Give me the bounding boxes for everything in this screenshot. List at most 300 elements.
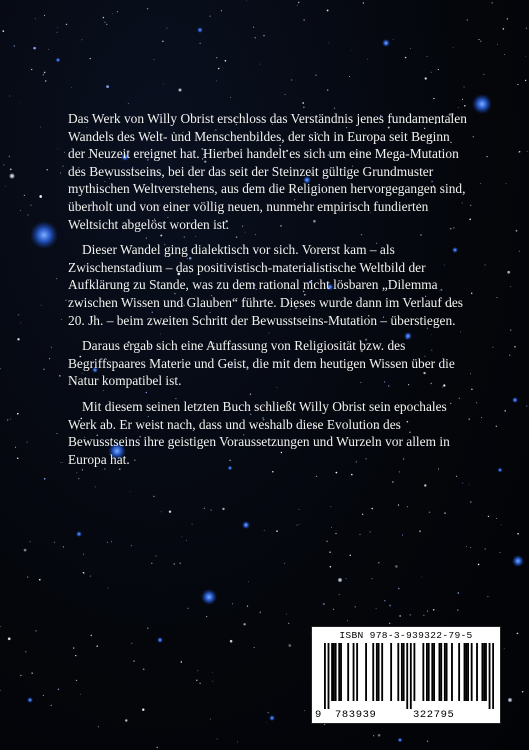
tiny-star (18, 314, 20, 316)
blue-star (498, 468, 503, 473)
barcode-bar (365, 643, 367, 701)
tiny-star (291, 79, 292, 80)
tiny-star (510, 330, 511, 331)
tiny-star (496, 518, 497, 519)
tiny-star (476, 402, 477, 403)
tiny-star (78, 478, 79, 479)
tiny-star (259, 612, 261, 614)
tiny-star (147, 8, 148, 9)
tiny-star (395, 565, 398, 568)
tiny-star (58, 148, 59, 149)
tiny-star (298, 2, 300, 4)
tiny-star (104, 22, 105, 23)
tiny-star (466, 546, 467, 547)
tiny-star (470, 205, 471, 206)
tiny-star (507, 18, 508, 19)
tiny-star (161, 512, 162, 513)
tiny-star (247, 605, 248, 606)
tiny-star (9, 95, 10, 96)
blurb-paragraph-4: Mit diesem seinen letzten Buch schließt Willy Obrist sein epochales Werk ab. Er weist nach, dass und weshalb diese Evolution des Bewusstseins ihre geistigen Voraussetzungen und Wurzeln vor allem in Europa hat. (68, 398, 450, 467)
tiny-star (20, 210, 21, 211)
tiny-star (125, 719, 127, 721)
tiny-star (142, 709, 144, 711)
tiny-star (44, 72, 46, 74)
tiny-star (470, 547, 471, 548)
tiny-star (10, 419, 11, 420)
tiny-star (31, 672, 32, 673)
tiny-star (333, 609, 334, 610)
tiny-star (478, 39, 479, 40)
barcode-bar (338, 643, 340, 701)
tiny-star (506, 183, 507, 184)
tiny-star (286, 614, 287, 615)
blue-star (269, 715, 275, 721)
tiny-star (473, 136, 474, 137)
tiny-star (276, 530, 278, 532)
tiny-star (15, 447, 16, 448)
barcode-bar (401, 643, 403, 701)
tiny-star (96, 645, 98, 647)
tiny-star (509, 354, 510, 355)
tiny-star (487, 596, 488, 597)
tiny-star (147, 627, 149, 629)
tiny-star (299, 524, 300, 525)
tiny-star (64, 152, 65, 153)
blurb-paragraph-3: Daraus ergab sich eine Auffassung von Religiosität bzw. des Begriffspaares Materie und Geist, die mit dem heutigen Wissen über die Natur kompatibel ist. (68, 338, 455, 389)
tiny-star (522, 691, 524, 693)
tiny-star (497, 297, 498, 298)
tiny-star (75, 655, 76, 656)
tiny-star (393, 39, 394, 40)
tiny-star (107, 587, 108, 588)
tiny-star (30, 541, 31, 542)
white-star (9, 173, 15, 179)
tiny-star (80, 694, 81, 695)
blue-star (197, 27, 203, 33)
tiny-star (57, 32, 58, 33)
tiny-star (464, 105, 466, 107)
tiny-star (462, 483, 463, 484)
tiny-star (221, 10, 222, 11)
tiny-star (246, 0, 247, 1)
tiny-star (327, 9, 329, 11)
barcode-bar (426, 643, 428, 701)
tiny-star (297, 525, 298, 526)
tiny-star (0, 626, 1, 627)
tiny-star (43, 695, 44, 696)
tiny-star (389, 605, 391, 607)
tiny-star (398, 504, 399, 505)
barcode-bar (483, 643, 485, 701)
tiny-star (71, 87, 72, 88)
tiny-star (230, 97, 231, 98)
tiny-star (288, 623, 290, 625)
barcode-bar (439, 643, 441, 701)
tiny-star (35, 630, 36, 631)
tiny-star (507, 271, 510, 274)
tiny-star (470, 373, 471, 374)
tiny-star (9, 156, 11, 158)
blurb-paragraph-1: Das Werk von Willy Obrist erschloss das Verständnis jenes fundamentalen Wandels des Welt- und Menschenbildes, der sich in Europa seit Beginn der Neuzeit ereignet hat. Hierbei handelt es sich um eine Mega-Mutation des Bewusstseins, bei der das seit der Steinzeit gültige Grundmuster mythischen Weltverstehens, aus dem die Religionen hervorgegangen sind, überholt und von einer völlig neuen, nunmehr empirisch fundierten Weltsicht abgelöst worden ist. (68, 111, 467, 232)
tiny-star (334, 108, 335, 109)
tiny-star (212, 681, 213, 682)
tiny-star (128, 103, 129, 104)
tiny-star (285, 94, 286, 95)
tiny-star (371, 508, 373, 510)
tiny-star (410, 614, 411, 615)
tiny-star (212, 672, 213, 673)
tiny-star (297, 5, 298, 6)
tiny-star (351, 50, 352, 51)
tiny-star (373, 735, 374, 736)
barcode-bar (485, 643, 487, 701)
tiny-star (519, 151, 521, 153)
tiny-star (169, 510, 171, 512)
tiny-star (232, 603, 233, 604)
tiny-star (504, 54, 505, 55)
tiny-star (20, 675, 21, 676)
tiny-star (407, 506, 408, 507)
tiny-star (56, 278, 57, 279)
tiny-star (111, 541, 112, 542)
tiny-star (478, 564, 480, 566)
tiny-star (151, 563, 152, 564)
tiny-star (162, 41, 163, 42)
barcode-bar (446, 643, 448, 701)
tiny-star (39, 195, 42, 198)
barcode-bar (390, 643, 392, 701)
tiny-star (237, 741, 238, 742)
tiny-star (24, 549, 27, 552)
tiny-star (362, 514, 363, 515)
barcode-bar (353, 643, 355, 701)
tiny-star (60, 462, 61, 463)
barcode-bar (481, 643, 483, 701)
tiny-star (62, 462, 63, 463)
barcode-bar (433, 643, 435, 701)
tiny-star (197, 670, 198, 671)
tiny-star (66, 24, 68, 26)
barcode-bar (489, 643, 491, 709)
tiny-star (471, 293, 473, 295)
tiny-star (421, 577, 422, 578)
tiny-star (369, 531, 370, 532)
barcode-bar (467, 643, 469, 701)
tiny-star (516, 230, 518, 232)
tiny-star (514, 346, 516, 348)
tiny-star (27, 442, 28, 443)
tiny-star (210, 719, 211, 720)
tiny-star (60, 173, 61, 174)
tiny-star (98, 726, 99, 727)
tiny-star (39, 579, 41, 581)
tiny-star (0, 368, 1, 369)
tiny-star (63, 546, 64, 547)
tiny-star (303, 107, 304, 108)
barcode-bar (397, 643, 399, 701)
tiny-star (58, 689, 59, 690)
tiny-star (427, 741, 428, 742)
tiny-star (419, 530, 421, 532)
tiny-star (402, 535, 403, 536)
tiny-star (204, 508, 205, 509)
tiny-star (143, 668, 145, 670)
tiny-star (329, 552, 330, 553)
barcode-bar (444, 643, 446, 701)
tiny-star (485, 265, 486, 266)
blue-star (201, 589, 217, 605)
tiny-star (267, 712, 269, 714)
tiny-star (504, 410, 505, 411)
tiny-star (57, 27, 58, 28)
tiny-star (467, 19, 468, 20)
barcode-bar (381, 643, 383, 701)
blue-star (157, 637, 163, 643)
tiny-star (225, 60, 227, 62)
tiny-star (284, 563, 285, 564)
tiny-star (525, 56, 526, 57)
tiny-star (14, 45, 15, 46)
tiny-star (157, 747, 158, 748)
tiny-star (376, 608, 377, 609)
barcode-bar (431, 643, 433, 701)
tiny-star (339, 594, 340, 595)
tiny-star (499, 552, 500, 553)
tiny-star (107, 542, 108, 543)
barcode-bar (347, 643, 349, 701)
tiny-star (90, 576, 91, 577)
tiny-star (155, 555, 156, 556)
tiny-star (7, 419, 8, 420)
tiny-star (462, 99, 463, 100)
tiny-star (90, 58, 91, 59)
tiny-star (444, 512, 445, 513)
tiny-star (303, 19, 304, 20)
tiny-star (222, 508, 224, 510)
barcode-bar (471, 643, 473, 701)
barcode-bar (331, 643, 333, 701)
blue-star (76, 531, 82, 537)
tiny-star (90, 635, 92, 637)
barcode-bar (335, 643, 337, 701)
tiny-star (410, 48, 411, 49)
tiny-star (131, 643, 132, 644)
back-cover-blurb (68, 110, 470, 476)
tiny-star (425, 77, 427, 79)
tiny-star (335, 533, 336, 534)
tiny-star (166, 28, 167, 29)
tiny-star (196, 680, 197, 681)
tiny-star (83, 554, 84, 555)
barcode-bar (422, 643, 424, 701)
white-star (338, 578, 343, 583)
barcode-bar (333, 643, 335, 701)
tiny-star (106, 24, 107, 25)
tiny-star (378, 734, 381, 737)
tiny-star (497, 44, 498, 45)
tiny-star (35, 18, 36, 19)
tiny-star (131, 545, 132, 546)
tiny-star (61, 319, 62, 320)
tiny-star (188, 608, 189, 609)
barcode-bars (324, 643, 494, 709)
tiny-star (112, 13, 113, 14)
tiny-star (179, 562, 181, 564)
tiny-star (469, 484, 470, 485)
tiny-star (480, 183, 481, 184)
barcode-bar (356, 643, 358, 701)
tiny-star (44, 15, 45, 16)
blue-star (512, 555, 524, 567)
tiny-star (230, 640, 233, 643)
tiny-star (463, 86, 465, 88)
tiny-star (44, 478, 46, 480)
tiny-star (496, 426, 497, 427)
tiny-star (510, 286, 511, 287)
tiny-star (429, 511, 431, 513)
tiny-star (392, 481, 393, 482)
tiny-star (33, 47, 36, 50)
barcode-bar (403, 643, 405, 701)
tiny-star (117, 11, 118, 12)
tiny-star (484, 548, 486, 550)
tiny-star (2, 30, 4, 32)
tiny-star (527, 151, 528, 152)
tiny-star (330, 506, 331, 507)
tiny-star (328, 42, 329, 43)
tiny-star (331, 527, 332, 528)
barcode-bar (440, 643, 442, 701)
tiny-star (3, 164, 4, 165)
tiny-star (73, 647, 75, 649)
tiny-star (186, 540, 187, 541)
tiny-star (20, 323, 21, 324)
tiny-star (350, 555, 351, 556)
tiny-star (216, 81, 217, 82)
barcode-bar (378, 643, 380, 701)
barcode-bar (340, 643, 342, 701)
tiny-star (526, 28, 527, 29)
blue-star (512, 397, 518, 403)
tiny-star (103, 17, 105, 19)
tiny-star (431, 72, 432, 73)
tiny-star (17, 413, 19, 415)
tiny-star (27, 214, 29, 216)
tiny-star (199, 683, 200, 684)
tiny-star (200, 43, 201, 44)
blue-star (472, 94, 492, 114)
isbn-label: ISBN 978-3-939322-79-5 (339, 630, 473, 641)
tiny-star (54, 542, 55, 543)
tiny-star (63, 166, 64, 167)
tiny-star (95, 486, 96, 487)
blue-star (56, 58, 61, 63)
tiny-star (31, 69, 32, 70)
tiny-star (384, 600, 385, 601)
barcode-bar (464, 643, 466, 701)
tiny-star (288, 644, 291, 647)
tiny-star (154, 59, 155, 60)
tiny-star (254, 647, 255, 648)
tiny-star (45, 80, 46, 81)
tiny-star (378, 562, 380, 564)
tiny-star (43, 369, 45, 371)
tiny-star (453, 47, 454, 48)
tiny-star (458, 107, 459, 108)
tiny-star (209, 15, 211, 17)
tiny-star (327, 89, 328, 90)
tiny-star (517, 633, 519, 635)
tiny-star (218, 68, 220, 70)
tiny-star (330, 566, 332, 568)
tiny-star (427, 56, 428, 57)
tiny-star (367, 59, 368, 60)
tiny-star (517, 533, 519, 535)
tiny-star (424, 484, 426, 486)
tiny-star (349, 76, 350, 77)
tiny-star (360, 534, 361, 535)
tiny-star (174, 563, 175, 564)
tiny-star (486, 156, 487, 157)
tiny-star (76, 680, 77, 681)
ean-lead-digit: 9 (315, 709, 322, 721)
tiny-star (398, 588, 400, 590)
barcode-bar (413, 643, 415, 701)
tiny-star (503, 28, 505, 30)
tiny-star (182, 536, 183, 537)
tiny-star (248, 581, 249, 582)
barcode-bar (372, 643, 374, 701)
tiny-star (216, 57, 217, 58)
tiny-star (211, 510, 212, 511)
tiny-star (206, 616, 207, 617)
tiny-star (192, 524, 193, 525)
barcode-bar (451, 643, 453, 701)
tiny-star (181, 661, 182, 662)
blue-star (30, 221, 58, 249)
tiny-star (526, 405, 527, 406)
isbn-barcode (311, 626, 501, 724)
tiny-star (253, 27, 254, 28)
tiny-star (41, 305, 42, 306)
tiny-star (43, 74, 44, 75)
tiny-star (10, 169, 12, 171)
barcode-bar (324, 643, 326, 709)
tiny-star (433, 609, 435, 611)
tiny-star (315, 75, 316, 76)
tiny-star (153, 496, 154, 497)
tiny-star (266, 722, 267, 723)
tiny-star (81, 39, 82, 40)
tiny-star (304, 710, 305, 711)
tiny-star (217, 739, 218, 740)
tiny-star (133, 660, 134, 661)
tiny-star (458, 592, 460, 594)
barcode-bar (428, 643, 430, 701)
blue-star (382, 39, 390, 47)
tiny-star (323, 603, 325, 605)
tiny-star (51, 705, 52, 706)
tiny-star (519, 251, 520, 252)
tiny-star (30, 205, 31, 206)
tiny-star (40, 127, 41, 128)
tiny-star (83, 572, 85, 574)
tiny-star (24, 195, 25, 196)
tiny-star (25, 651, 26, 652)
tiny-star (504, 648, 505, 649)
barcode-bar (465, 643, 467, 701)
barcode-bar (492, 643, 494, 709)
